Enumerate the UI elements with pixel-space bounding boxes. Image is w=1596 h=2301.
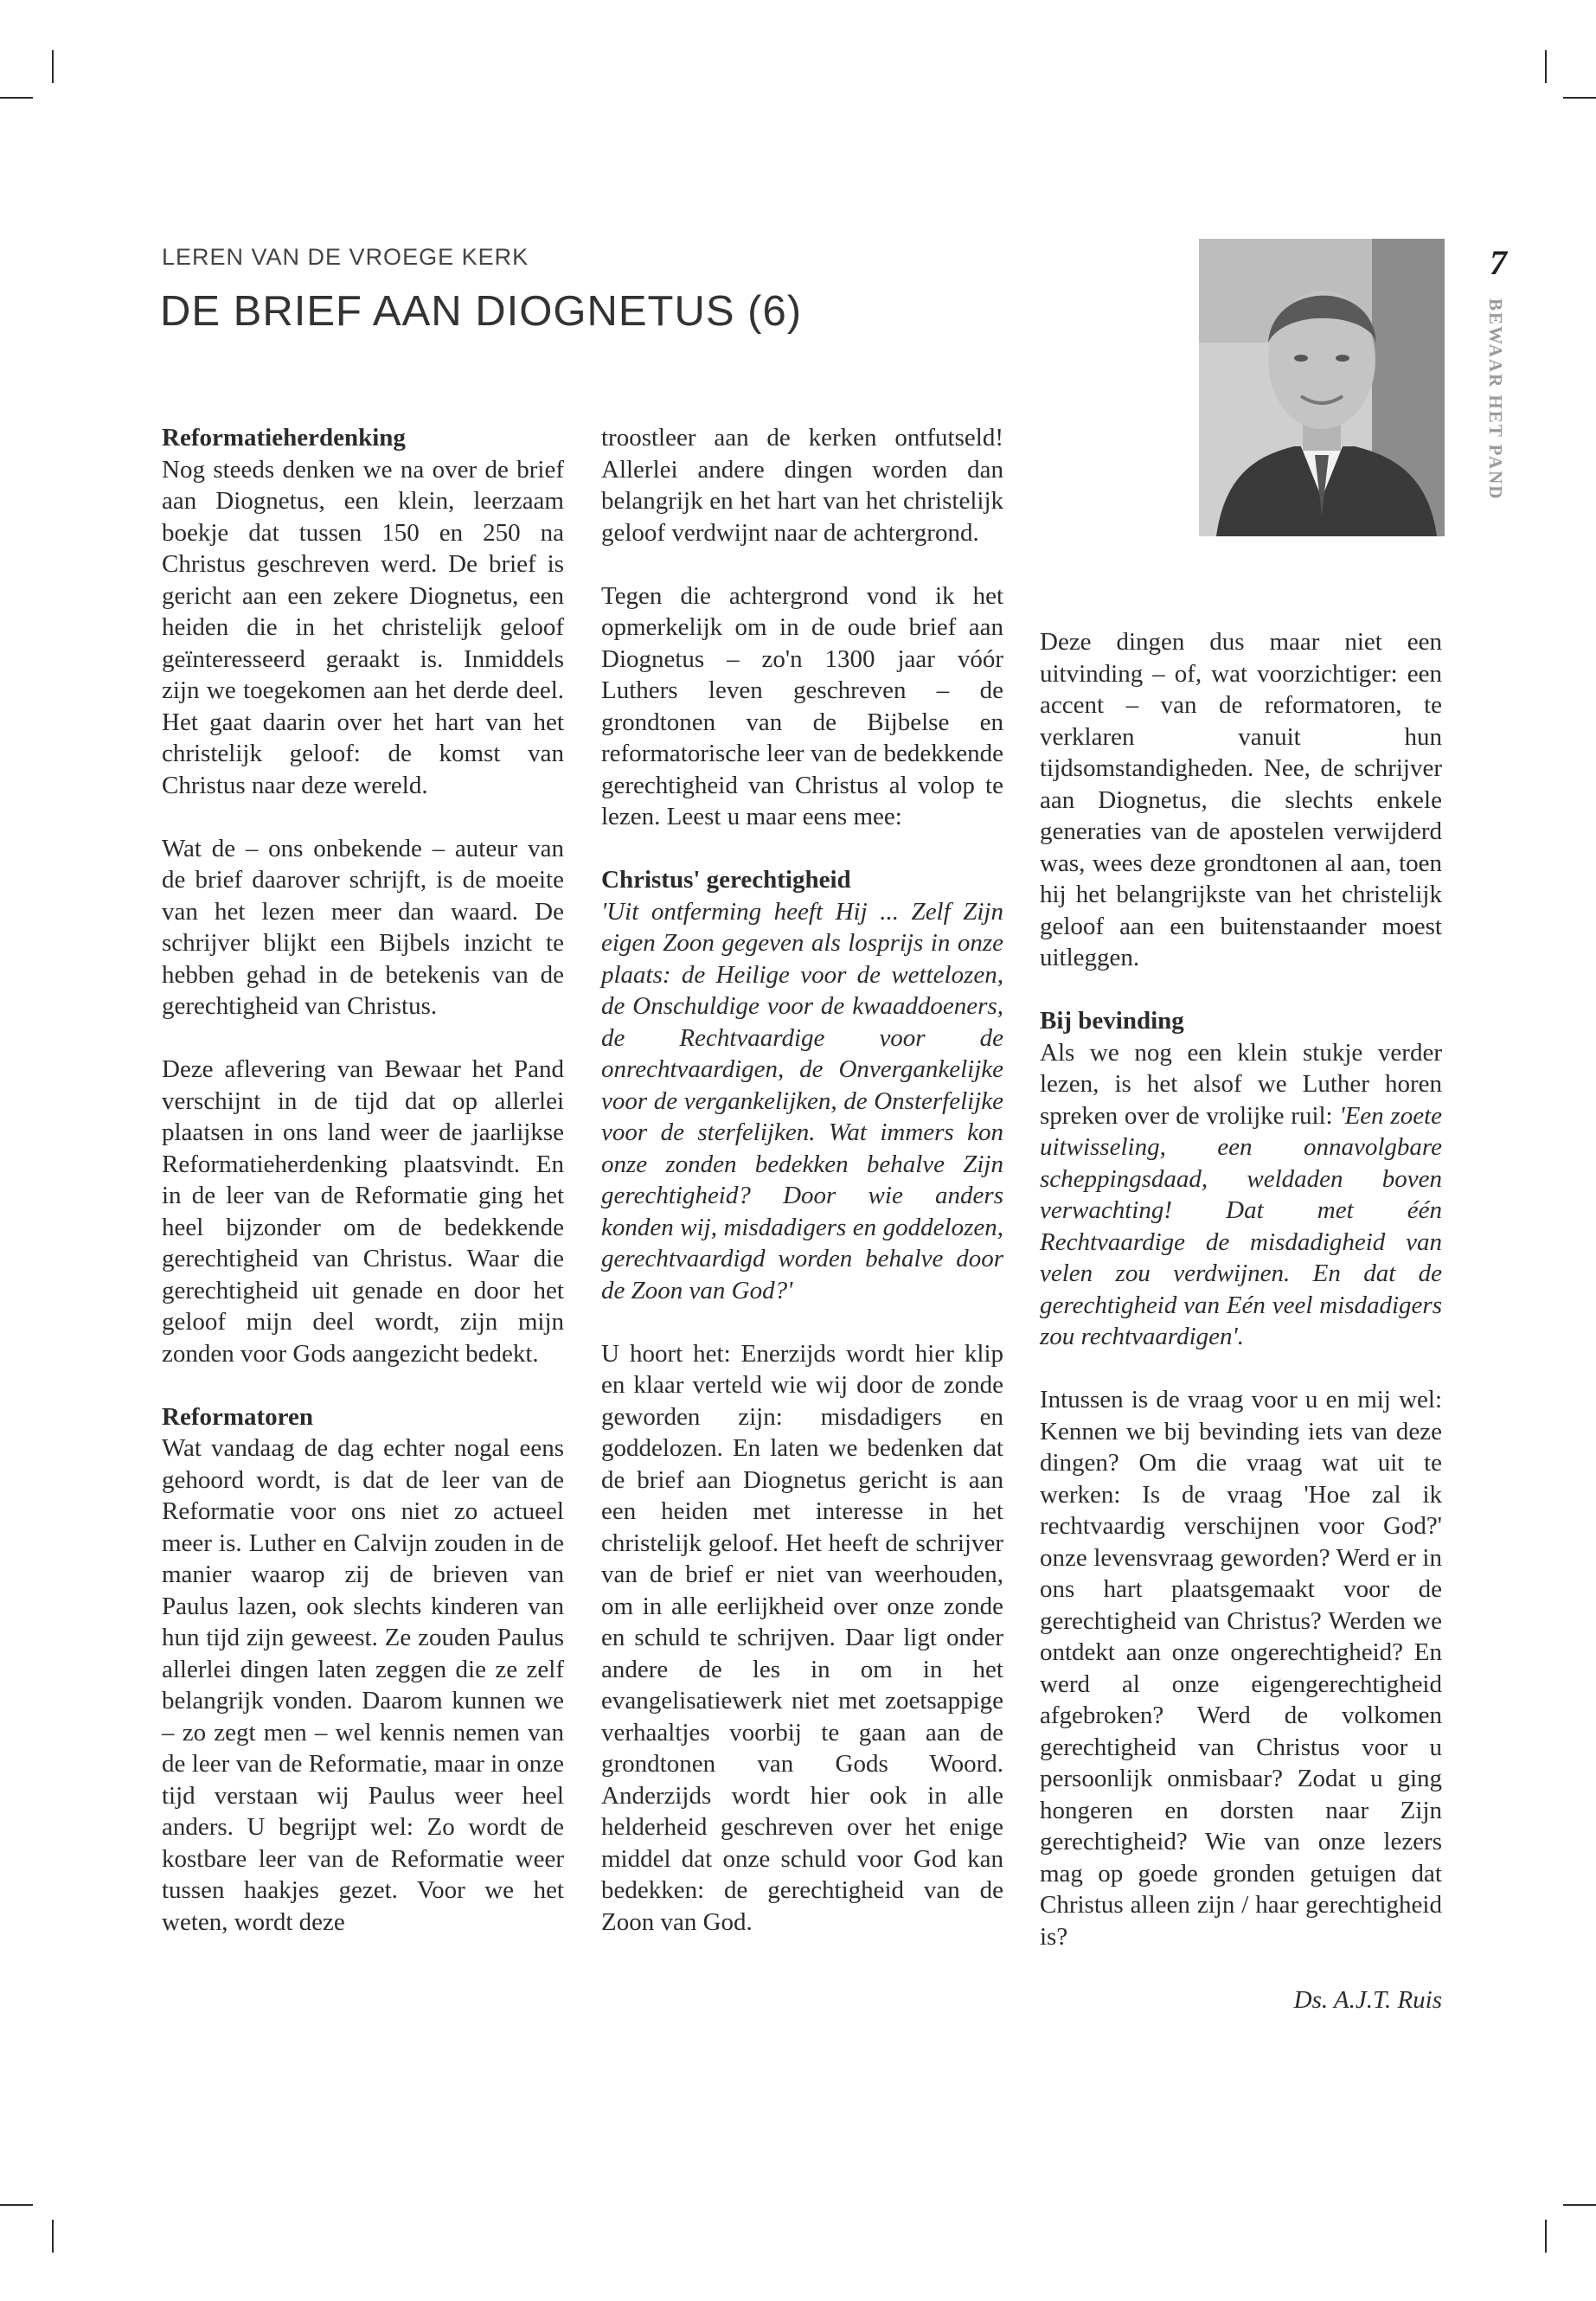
crop-mark	[52, 50, 54, 83]
paragraph: Tegen die achtergrond vond ik het opmerkelijk om in de oude brief aan Diognetus – zo'n 1300 jaar vóór Luthers leven geschreven – de grondtonen van de Bijbelse en reformatorische leer van de bedekkende gerechtigheid van Christus al volop te lezen. Leest u maar eens mee:	[601, 581, 1003, 830]
subheading: Reformatoren	[162, 1402, 314, 1431]
crop-mark	[52, 2220, 54, 2253]
crop-mark	[0, 97, 33, 99]
subheading: Christus' gerechtigheid	[601, 866, 851, 894]
paragraph: Deze dingen dus maar niet een uitvinding – of, wat voorzichtiger: een accent – van de reformatoren, te verklaren vanuit hun tijdsomstandigheden. Nee, de schrijver aan Diognetus, die slechts enkele generaties van de apostelen verwijderd was, wees deze grondtonen al aan, toen hij het belangrijkste van het christelijk geloof aan een buitenstaander moest uitleggen.	[1040, 628, 1442, 971]
section-kicker: LEREN VAN DE VROEGE KERK	[162, 244, 529, 270]
magazine-name-vertical: BEWAAR HET PAND	[1485, 298, 1506, 501]
subheading: Reformatieherdenking	[162, 424, 406, 452]
crop-mark	[1563, 97, 1596, 99]
author-portrait-photo	[1199, 239, 1445, 536]
article-column-2	[601, 422, 1003, 1970]
paragraph: Wat de – ons onbekende – auteur van de brief daarover schrijft, is de moeite van het lezen meer dan waard. De schrijver blijkt een Bijbels inzicht te hebben gehad in de betekenis van de gerechtigheid van Christus.	[162, 834, 564, 1020]
paragraph: Nog steeds denken we na over de brief aan Diognetus, een klein, leerzaam boekje dat tussen 150 en 250 na Christus geschreven werd. De brief is gericht aan een zekere Diognetus, een heiden die in het christelijk geloof geïnteresseerd geraakt is. Inmiddels zijn we toegekomen aan het derde deel. Het gaat daarin over het hart van het christelijk geloof: de komst van Christus naar deze wereld.	[162, 455, 564, 799]
paragraph: troostleer aan de kerken ontfutseld! Allerlei andere dingen worden dan belangrijk en het hart van het christelijk geloof verdwijnt naar de achtergrond.	[601, 424, 1003, 547]
article-title: DE BRIEF AAN DIOGNETUS (6)	[160, 288, 803, 335]
luther-quotation: 'Een zoete uitwisseling, een onnavolgbare scheppingsdaad, weldaden boven verwachting! Dat met één Rechtvaardige de misdadigheid van velen zou verdwijnen. En dat de gerechtigheid van Eén veel misdadigers zou rechtvaardigen'.	[1040, 1101, 1442, 1350]
crop-mark	[1563, 2204, 1596, 2206]
crop-mark	[1545, 50, 1547, 83]
paragraph: U hoort het: Enerzijds wordt hier klip en klaar verteld wie wij door de zonde geworden zijn: misdadigers en goddelozen. En laten we bedenken dat de brief aan Diognetus gericht is aan een heiden met interesse in het christelijk geloof. Het heeft de schrijver van de brief er niet van weerhouden, om in alle eerlijkheid over onze zonde en schuld te schrijven. Daar ligt onder andere de les in om in het evangelisatiewerk niet met zoetsappige verhaaltjes voorbij te gaan aan de grondtonen van Gods Woord. Anderzijds wordt hier ook in alle helderheid geschreven over het enige middel dat onze schuld voor God kan bedekken: de gerechtigheid van de Zoon van God.	[601, 1339, 1003, 1936]
crop-mark	[1545, 2220, 1547, 2253]
portrait-illustration	[1199, 239, 1445, 536]
paragraph: Intussen is de vraag voor u en mij wel: Kennen we bij bevinding iets van deze dingen? Om die vraag wat uit te werken: Is de vraag 'Hoe zal ik rechtvaardig verschijnen voor God?' onze levensvraag geworden? Werd er in ons hart plaatsgemaakt voor de gerechtigheid van Christus? Werden we ontdekt aan onze ongerechtigheid? En werd al onze eigengerechtigheid afgebroken? Werd de volkomen gerechtigheid van Christus voor u persoonlijk onmisbaar? Zodat u ging hongeren en dorsten naar Zijn gerechtigheid? Wie van onze lezers mag op goede gronden getuigen dat Christus alleen zijn / haar gerechtigheid is?	[1040, 1386, 1442, 1951]
paragraph	[1040, 1037, 1442, 1353]
article-column-3	[1040, 626, 1442, 2048]
paragraph-intro: Als we nog een klein stukje verder lezen, is het alsof we Luther horen spreken over de vrolijke ruil:	[1040, 1038, 1442, 1130]
article-column-1	[162, 422, 564, 1970]
page-number: 7	[1490, 243, 1507, 282]
paragraph: Deze aflevering van Bewaar het Pand verschijnt in de tijd dat op allerlei plaatsen in ons land weer de jaarlijkse Reformatieherdenking plaatsvindt. En in de leer van de Reformatie ging het heel bijzonder om de bedekkende gerechtigheid van Christus. Waar die gerechtigheid uit genade en door het geloof mijn deel wordt, zijn mijn zonden voor Gods aangezicht bedekt.	[162, 1055, 564, 1368]
quotation: 'Uit ontferming heeft Hij ... Zelf Zijn eigen Zoon gegeven als losprijs in onze plaats: de Heilige voor de wettelozen, de Onschuldige voor de kwaaddoeners, de Rechtvaardige voor de onrechtvaardigen, de Onvergankelijke voor de vergankelijken, de Onsterfelijke voor de sterfelijken. Wat immers kon onze zonden bedekken behalve Zijn gerechtigheid? Door wie anders konden wij, misdadigers en goddelozen, gerechtvaardigd worden behalve door de Zoon van God?'	[601, 897, 1003, 1304]
paragraph: Wat vandaag de dag echter nogal eens gehoord wordt, is dat de leer van de Reformatie voor ons niet zo actueel meer is. Luther en Calvijn zouden in de manier waarop zij de brieven van Paulus lazen, ook slechts kinderen van hun tijd zijn geweest. Ze zouden Paulus allerlei dingen laten zeggen die ze zelf belangrijk vonden. Daarom kunnen we – zo zegt men – wel kennis nemen van de leer van de Reformatie, maar in onze tijd verstaan wij Paulus weer heel anders. U begrijpt wel: Zo wordt de kostbare leer van de Reformatie weer tussen haakjes gezet. Voor we het weten, wordt deze	[162, 1434, 564, 1936]
author-signature: Ds. A.J.T. Ruis	[1293, 1985, 1442, 2014]
crop-mark	[0, 2204, 33, 2206]
subheading: Bij bevinding	[1040, 1007, 1184, 1035]
